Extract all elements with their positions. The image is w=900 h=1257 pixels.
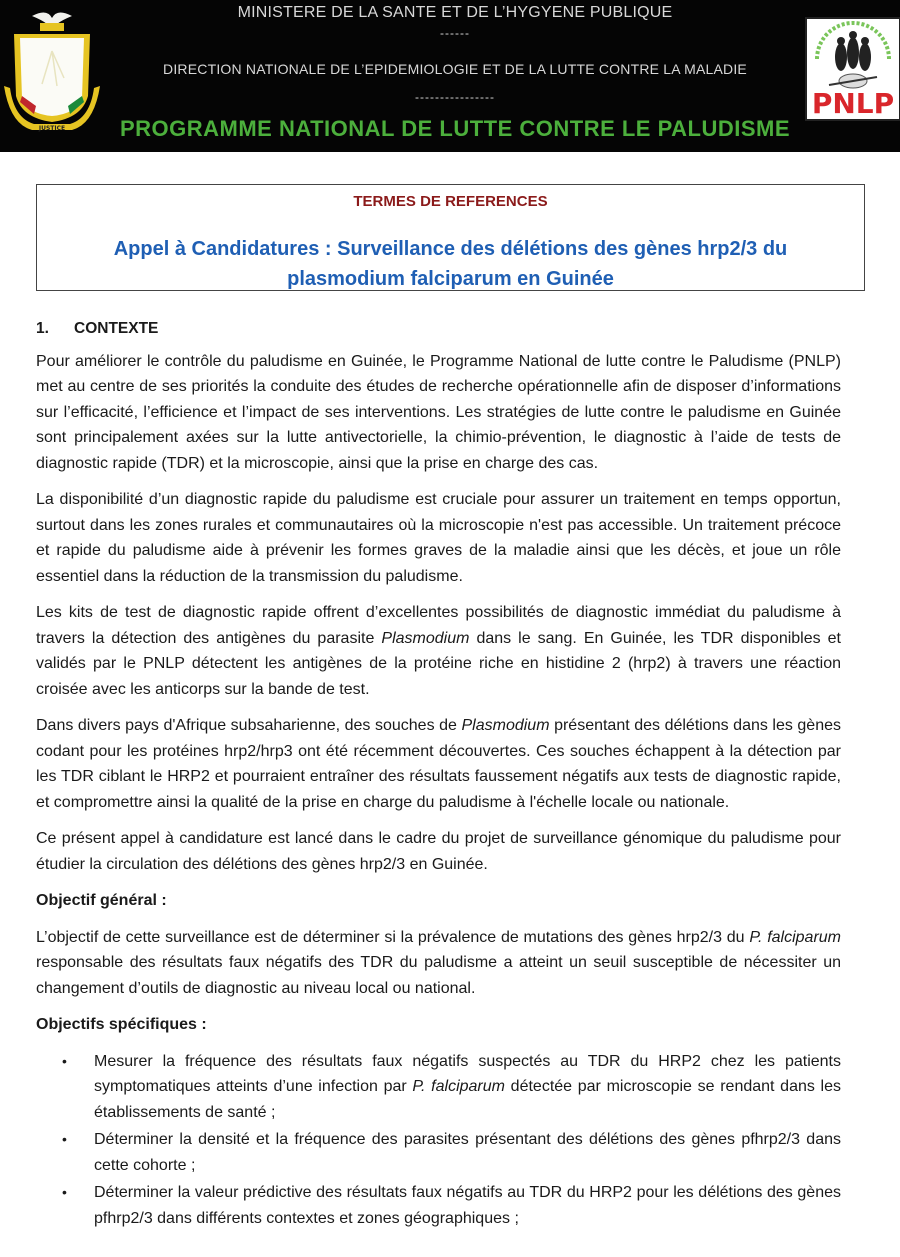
- italic-term: P. falciparum: [412, 1078, 505, 1095]
- ministry-name: MINISTERE DE LA SANTE ET DE L’HYGYENE PUBLIQUE: [237, 4, 673, 21]
- context-paragraph-3: Les kits de test de diagnostic rapide offrent d’excellentes possibilités de diagnostic immédiat du paludisme à travers la détection des antigènes du parasite Plasmodium dans le sang. En Guinée, les TDR disponibles et validés par le PNLP détectent les antigènes de la protéine riche en histidine 2 (hrp2) à travers une réaction croisée avec les anticorps sur la bande de test.: [36, 604, 842, 698]
- document-header: [0, 0, 900, 152]
- pnlp-logo: [805, 17, 900, 121]
- general-objective-text: L’objectif de cette surveillance est de déterminer si la prévalence de mutations des gènes hrp2/3 du P. falciparum responsable des résultats faux négatifs des TDR du paludisme a atteint un seuil susceptible de nécessiter un changement d’outils de diagnostic au niveau local ou national.: [36, 928, 841, 997]
- context-paragraph-2: La disponibilité d’un diagnostic rapide du paludisme est cruciale pour assurer un traitement en temps opportun, surtout dans les zones rurales et communautaires où la microscopie n'est pas accessible. Un traitement précoce et rapide du paludisme aide à prévenir les formes graves de la maladie ainsi que les décès, et joue un rôle essentiel dans la réduction de la transmission du paludisme.: [36, 491, 841, 585]
- section-title: CONTEXTE: [74, 320, 159, 337]
- terms-of-reference-label: TERMES DE REFERENCES: [353, 193, 548, 210]
- title-box: [36, 184, 865, 291]
- emblem-motto-justice: JUSTICE: [38, 125, 66, 132]
- title-line-1: Appel à Candidatures : Surveillance des délétions des gènes hrp2/3 du: [113, 238, 788, 260]
- section-heading-contexte: [36, 316, 841, 342]
- list-item: • Mesurer la fréquence des résultats faux négatifs suspectés au TDR du HRP2 chez les patients symptomatiques atteints d’une infection par P. falciparum détectée par microscopie se rendant dans les établissements de santé ;: [36, 1049, 841, 1126]
- italic-term: P. falciparum: [749, 928, 841, 946]
- general-objective-heading: Objectif général :: [36, 892, 167, 909]
- svg-text:PNLP: PNLP: [811, 87, 895, 119]
- section-number: 1.: [36, 320, 49, 337]
- header-separator: ----------------: [415, 90, 495, 104]
- context-paragraph-5: Ce présent appel à candidature est lancé dans le cadre du projet de surveillance génomique du paludisme pour étudier la circulation des délétions des gènes hrp2/3 en Guinée.: [36, 830, 841, 873]
- guinea-coat-of-arms-icon: [2, 6, 102, 146]
- italic-term: Plasmodium: [461, 717, 550, 734]
- list-item: • Déterminer la valeur prédictive des résultats faux négatifs au TDR du HRP2 pour les délétions des gènes pfhrp2/3 dans différents contextes et zones géographiques ;: [36, 1180, 841, 1231]
- bullet-icon: •: [62, 1184, 67, 1200]
- context-paragraph-4: Dans divers pays d'Afrique subsaharienne, des souches de Plasmodium présentant des délétions dans les gènes codant pour les protéines hrp2/hrp3 ont été récemment découvertes. Ces souches échappent à la détection par les TDR ciblant le HRP2 et pourraient entraîner des résultats faussement négatifs aux tests de diagnostic rapide, et compromettre ainsi la qualité de la prise en charge du paludisme à l'échelle locale ou nationale.: [36, 717, 842, 811]
- bullet-icon: •: [62, 1052, 67, 1069]
- pnlp-logo-icon: [807, 19, 899, 119]
- list-item: • Déterminer la densité et la fréquence des parasites présentant des délétions des gènes pfhrp2/3 dans cette cohorte ;: [36, 1127, 841, 1178]
- call-for-applications-title: [37, 234, 864, 294]
- document-body: [36, 316, 841, 1233]
- context-paragraph-1: Pour améliorer le contrôle du paludisme en Guinée, le Programme National de lutte contre le Paludisme (PNLP) met au centre de ses priorités la conduite des études de recherche opérationnelle afin de disposer d’informations sur l’efficacité, l’efficience et l’impact de ses interventions. Les stratégies de lutte contre le paludisme en Guinée sont principalement axées sur la lutte antivectorielle, la chimio-prévention, le diagnostic à l’aide de tests de diagnostic rapide (TDR) et la microscopie, ainsi que la prise en charge des cas.: [36, 352, 841, 472]
- specific-objectives-heading: Objectifs spécifiques :: [36, 1016, 207, 1033]
- program-name: PROGRAMME NATIONAL DE LUTTE CONTRE LE PALUDISME: [119, 116, 791, 141]
- specific-objectives-list: [36, 1049, 841, 1232]
- header-separator: ------: [440, 26, 470, 40]
- italic-term: Plasmodium: [381, 629, 470, 647]
- direction-name: DIRECTION NATIONALE DE L’EPIDEMIOLOGIE ET DE LA LUTTE CONTRE LA MALADIE: [163, 61, 747, 77]
- bullet-icon: •: [62, 1131, 67, 1147]
- title-line-2: plasmodium falciparum en Guinée: [287, 268, 614, 290]
